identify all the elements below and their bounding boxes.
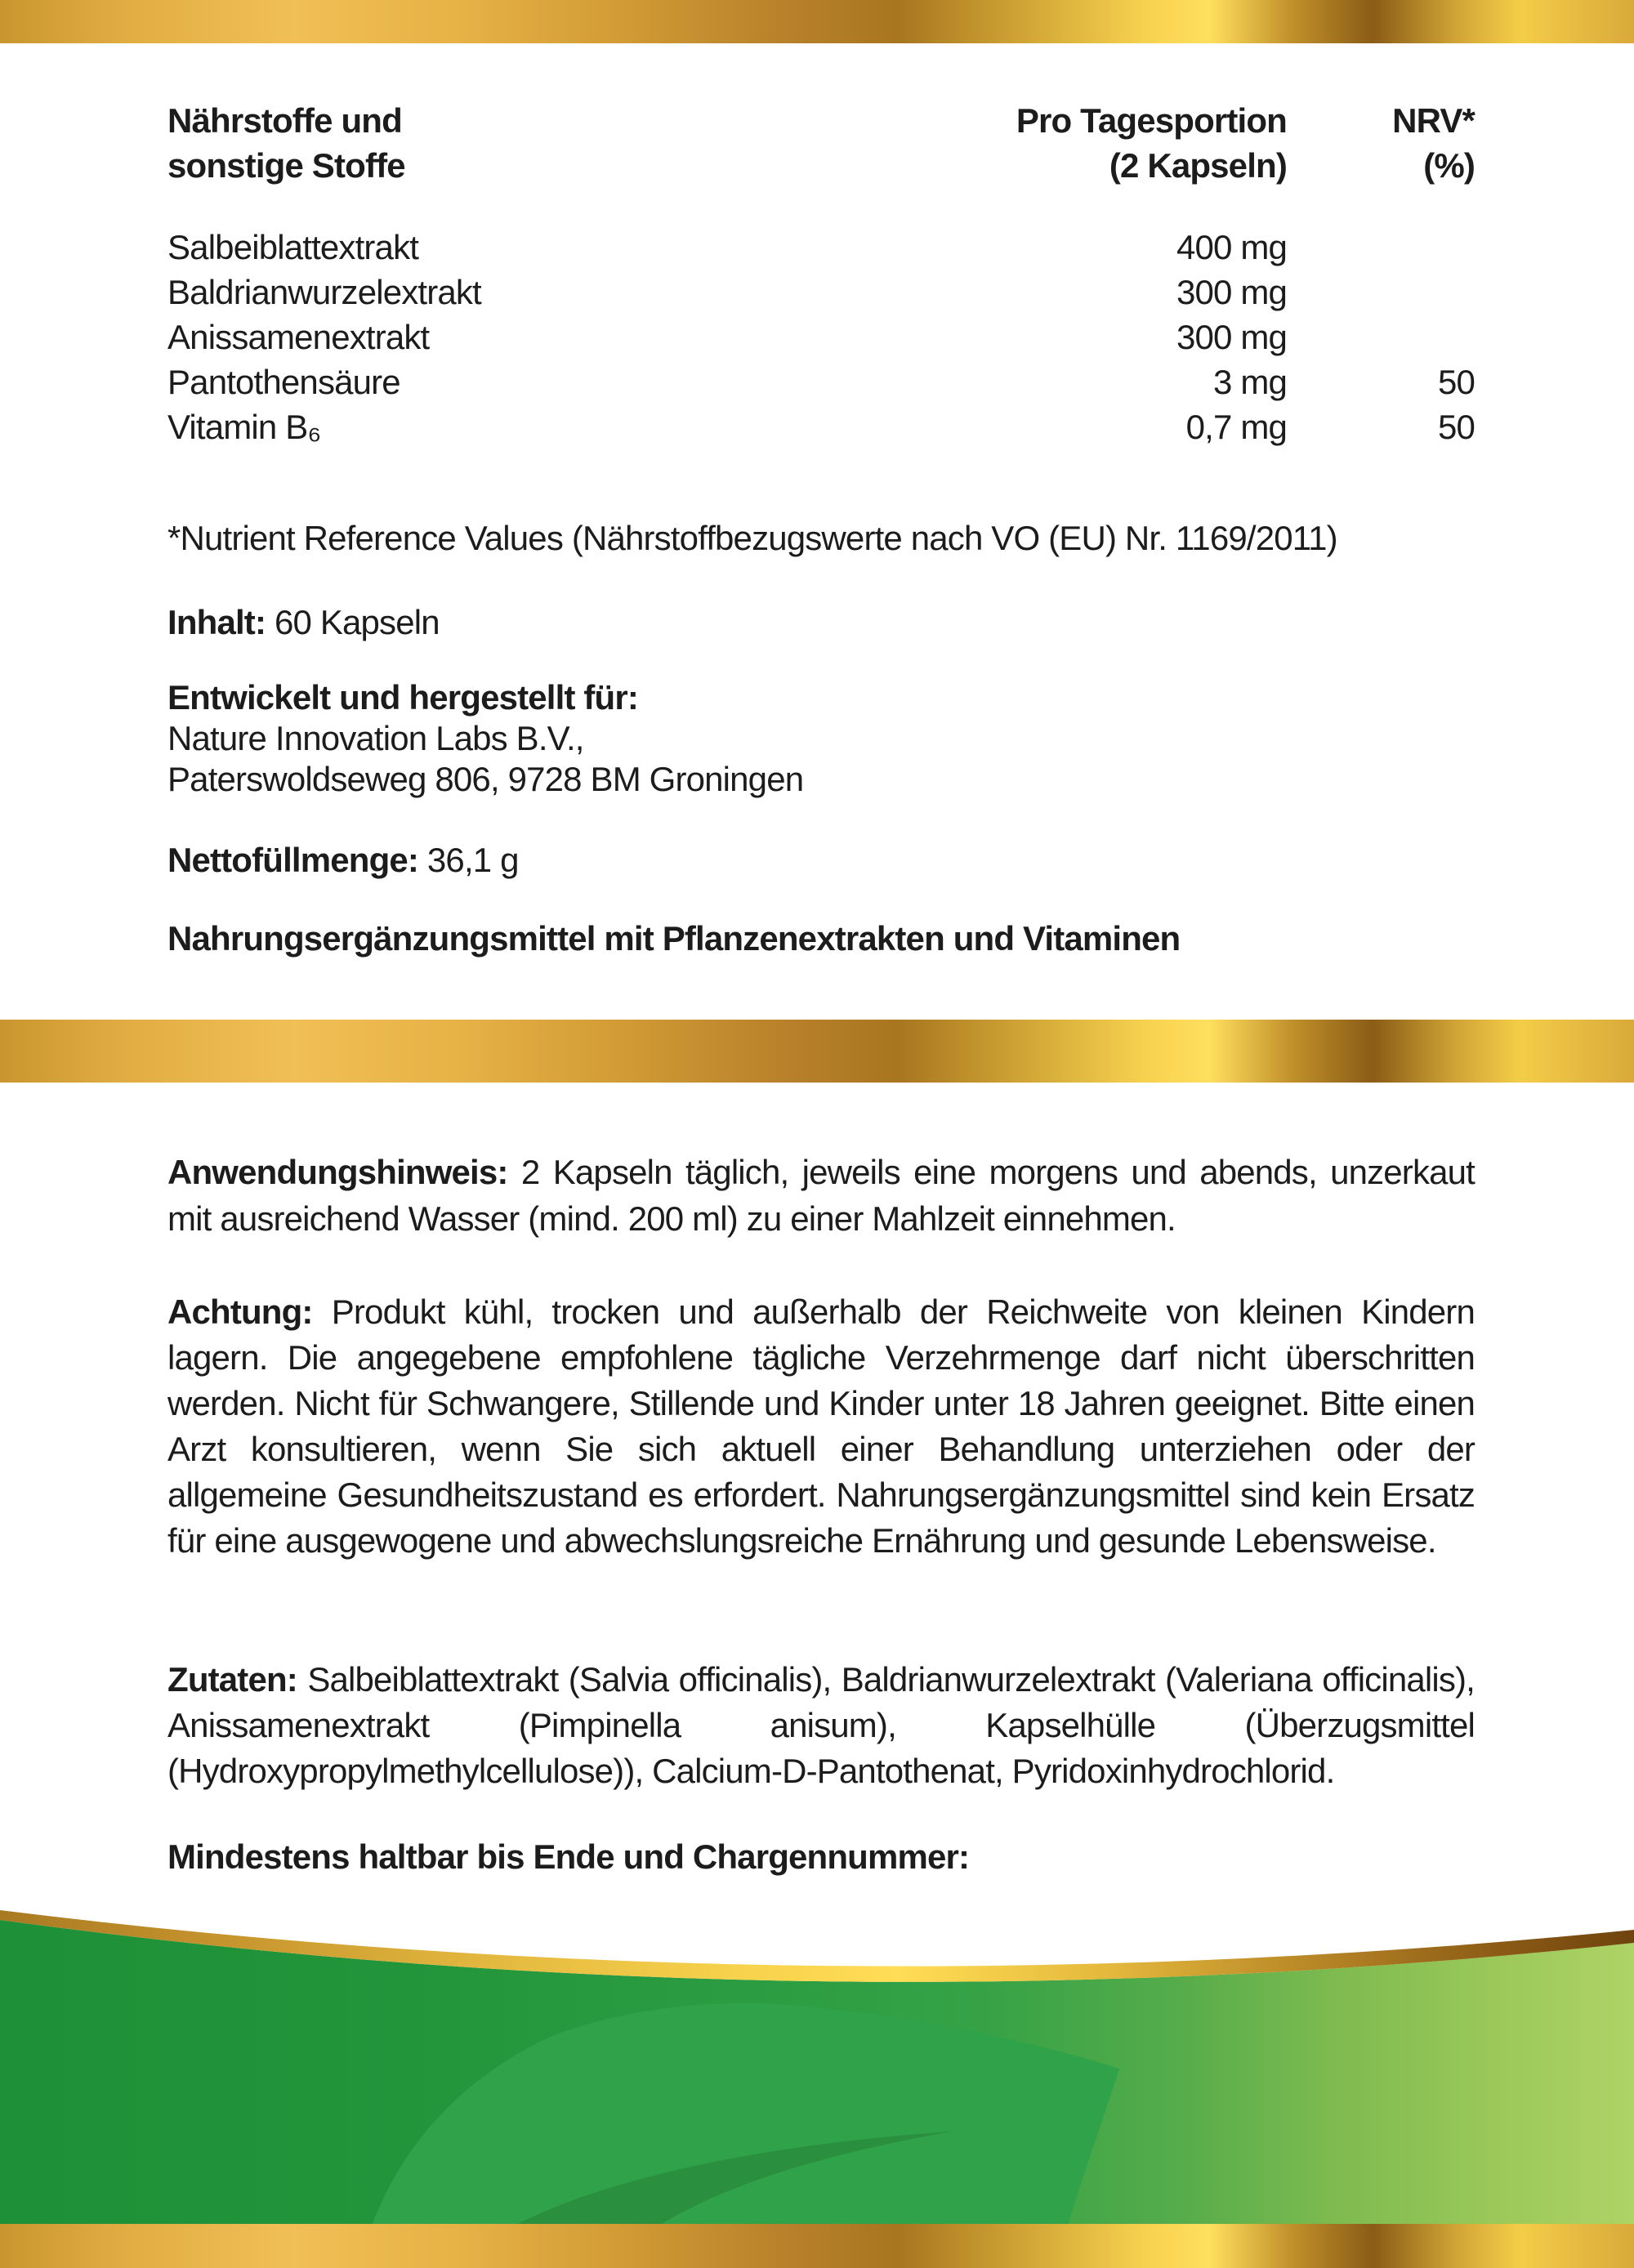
- nutrient-amount: 3 mg: [1212, 363, 1287, 401]
- nutrient-nrv: 50: [1437, 408, 1475, 446]
- usage-label: Anwendungshinweis:: [167, 1153, 508, 1191]
- header-nutrients-line2: sonstige Stoffe: [167, 146, 405, 185]
- product-category: Nahrungsergänzungsmittel mit Pflanzenextrakten und Vitaminen: [167, 919, 1181, 958]
- header-nrv-line1: NRV*: [1392, 101, 1475, 140]
- ingredients-label: Zutaten:: [167, 1660, 297, 1699]
- nutrient-nrv: 50: [1437, 363, 1475, 401]
- nutrition-table-header: [167, 98, 1475, 188]
- nutrition-table: [167, 225, 1475, 449]
- manufacturer-label: Entwickelt und hergestellt für:: [167, 678, 639, 717]
- nutrient-amount: 400 mg: [1176, 228, 1287, 266]
- usage-paragraph: [167, 1149, 1475, 1242]
- nutrient-name: Anissamenextrakt: [167, 318, 430, 356]
- bottom-wave-graphic: [0, 1879, 1634, 2268]
- nutrient-amount: 0,7 mg: [1185, 408, 1287, 446]
- header-nutrients: [167, 98, 944, 188]
- manufacturer-address: Paterswoldseweg 806, 9728 BM Groningen: [167, 760, 804, 798]
- nutrient-amount: 300 mg: [1176, 318, 1287, 356]
- net-quantity-label: Nettofüllmenge:: [167, 841, 419, 879]
- nutrient-name: Pantothensäure: [167, 363, 400, 401]
- nutrient-nrv: [1287, 225, 1475, 270]
- header-per-serving-line2: (2 Kapseln): [1109, 146, 1287, 185]
- nutrient-name: Salbeiblattextrakt: [167, 228, 419, 266]
- nrv-footnote: *Nutrient Reference Values (Nährstoffbezugswerte nach VO (EU) Nr. 1169/2011): [167, 519, 1337, 557]
- nutrient-row: [167, 225, 1475, 270]
- header-per-serving-line1: Pro Tagesportion: [1016, 101, 1287, 140]
- top-gold-bar: [0, 0, 1634, 43]
- content-amount-value: 60 Kapseln: [274, 603, 440, 641]
- header-nutrients-line1: Nährstoffe und: [167, 101, 402, 140]
- best-before-label: Mindestens haltbar bis Ende und Chargennummer:: [167, 1837, 970, 1876]
- manufacturer-block: [167, 677, 1475, 800]
- nutrient-row: [167, 315, 1475, 359]
- nutrient-row: [167, 359, 1475, 404]
- header-per-serving: [944, 98, 1287, 188]
- net-quantity-value: 36,1 g: [426, 841, 519, 879]
- net-quantity: [167, 837, 1475, 882]
- ingredients-text: Salbeiblattextrakt (Salvia officinalis), Baldrianwurzelextrakt (Valeriana officinalis), Anissamenextrakt (Pimpinella anisum), Kapselhülle (Überzugsmittel (Hydroxypropylmethylcellulose)), Calcium-D-Pantothenat, Pyridoxinhydrochlorid.: [167, 1660, 1475, 1790]
- header-nrv-line2: (%): [1423, 146, 1475, 185]
- nutrient-name: Baldrianwurzelextrakt: [167, 273, 481, 311]
- warning-label: Achtung:: [167, 1292, 313, 1331]
- nutrient-amount: 300 mg: [1176, 273, 1287, 311]
- nutrient-name: Vitamin B₆: [167, 408, 321, 446]
- nutrient-nrv: [1287, 315, 1475, 359]
- content-amount-label: Inhalt:: [167, 603, 266, 641]
- nutrient-row: [167, 270, 1475, 315]
- manufacturer-name: Nature Innovation Labs B.V.,: [167, 719, 584, 757]
- content-amount: [167, 600, 1475, 645]
- warning-paragraph: [167, 1289, 1475, 1564]
- ingredients-paragraph: [167, 1657, 1475, 1794]
- header-nrv: [1287, 98, 1475, 188]
- usage-text: 2 Kapseln täglich, jeweils eine morgens und abends, unzerkaut mit ausreichend Wasser (mind. 200 ml) zu einer Mahlzeit einnehmen.: [167, 1153, 1475, 1238]
- nutrient-row: [167, 404, 1475, 449]
- nutrient-nrv: [1287, 270, 1475, 315]
- bottom-gold-bar: [0, 2224, 1634, 2268]
- warning-text: Produkt kühl, trocken und außerhalb der Reichweite von kleinen Kindern lagern. Die angegebene empfohlene tägliche Verzehrmenge darf nicht überschritten werden. Nicht für Schwangere, Stillende und Kinder unter 18 Jahren geeignet. Bitte einen Arzt konsultieren, wenn Sie sich aktuell einer Behandlung unterziehen oder der allgemeine Gesundheitszustand es erfordert. Nahrungsergänzungsmittel sind kein Ersatz für eine ausgewogene und abwechslungsreiche Ernährung und gesunde Lebensweise.: [167, 1292, 1475, 1560]
- middle-gold-band: [0, 1020, 1634, 1083]
